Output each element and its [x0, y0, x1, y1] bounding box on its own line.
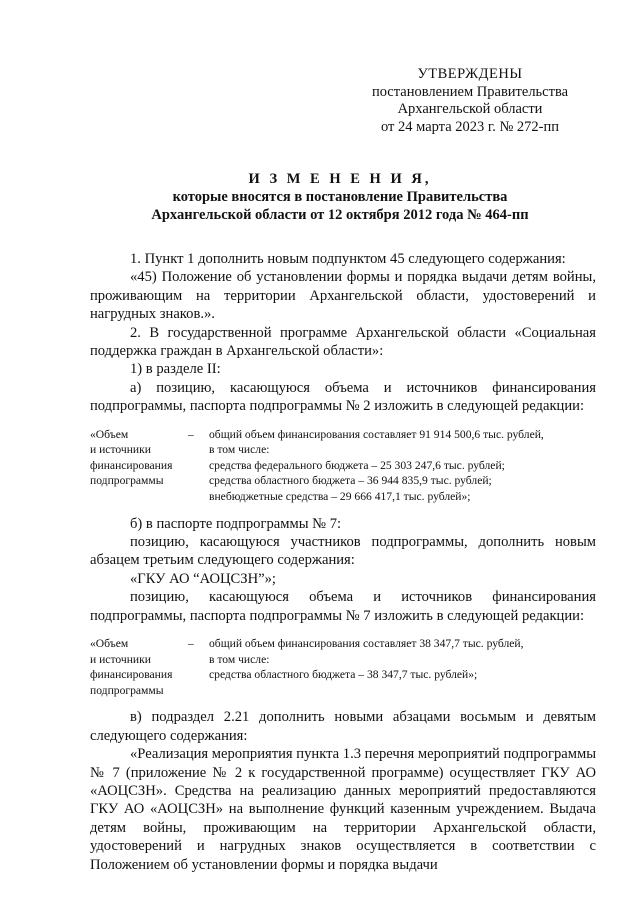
value-line: в том числе:	[209, 652, 270, 666]
title-subtitle: Архангельской области от 12 октября 2012 года № 464-пп	[151, 207, 529, 223]
financing-values	[209, 427, 596, 505]
title-subtitle: которые вносятся в постановление Правительства	[172, 189, 508, 205]
financing-values	[209, 636, 596, 698]
paragraph: б) в паспорте подпрограммы № 7:	[130, 515, 342, 532]
document-body	[90, 250, 596, 874]
label-line: финансирования	[90, 668, 173, 682]
document-title	[90, 170, 590, 224]
financing-table-subprogram-7	[90, 636, 596, 698]
label-line: финансирования	[90, 458, 173, 472]
financing-table-subprogram-2	[90, 427, 596, 505]
value-line: средства областного бюджета – 36 944 835,9 тыс. рублей;	[209, 474, 492, 488]
paragraph: в) подраздел 2.21 дополнить новыми абзацами восьмым и девятым следующего содержания:	[90, 709, 596, 744]
value-line: средства областного бюджета – 38 347,7 тыс. рублей»;	[209, 668, 478, 682]
title-main: И З М Е Н Е Н И Я,	[248, 171, 432, 187]
financing-label	[90, 427, 188, 505]
paragraph: позицию, касающуюся участников подпрограммы, дополнить новым абзацем третьим следующего содержания:	[90, 534, 596, 569]
value-line: в том числе:	[209, 443, 270, 457]
paragraph: 1) в разделе II:	[130, 361, 221, 378]
approval-date: от 24 марта 2023 г. № 272-пп	[380, 118, 560, 135]
label-line: подпрограммы	[90, 474, 164, 488]
label-line: «Объем	[90, 637, 129, 651]
approval-block	[355, 66, 585, 136]
dash-separator: –	[188, 427, 194, 441]
dash-separator: –	[188, 637, 194, 651]
label-line: и источники	[90, 443, 151, 457]
approval-heading: УТВЕРЖДЕНЫ	[417, 66, 523, 82]
paragraph: 2. В государственной программе Архангельской области «Социальная поддержка граждан в Архангельской области»:	[90, 324, 596, 360]
value-line: внебюджетные средства – 29 666 417,1 тыс. рублей»;	[209, 490, 471, 504]
label-line: «Объем	[90, 427, 129, 441]
value-line: общий объем финансирования составляет 91 914 500,6 тыс. рублей,	[209, 427, 544, 441]
paragraph: позицию, касающуюся объема и источников финансирования подпрограммы, паспорта подпрограммы № 7 изложить в следующей редакции:	[90, 589, 596, 624]
value-line: общий объем финансирования составляет 38 347,7 тыс. рублей,	[209, 637, 524, 651]
label-line: подпрограммы	[90, 683, 164, 697]
label-line: и источники	[90, 652, 151, 666]
approval-line: Архангельской области	[397, 101, 543, 117]
financing-label	[90, 636, 188, 698]
paragraph: а) позицию, касающуюся объема и источников финансирования подпрограммы, паспорта подпрограммы № 2 изложить в следующей редакции:	[90, 379, 596, 415]
paragraph: «ГКУ АО “АОЦСЗН”»;	[130, 570, 276, 587]
paragraph: 1. Пункт 1 дополнить новым подпунктом 45 следующего содержания:	[130, 251, 566, 267]
approval-line: постановлением Правительства	[371, 83, 569, 100]
value-line: средства федерального бюджета – 25 303 247,6 тыс. рублей;	[209, 458, 505, 472]
paragraph: «Реализация мероприятия пункта 1.3 перечня мероприятий подпрограммы № 7 (приложение № 2 к государственной программе) осуществляет ГКУ АО «АОЦСЗН». Средства на реализацию данных мероприятий предоставляются ГКУ АО «АОЦСЗН» на выполнение функций казенным учреждением. Выдача детям войны, проживающим на территории Архангельской области, удостоверений и нагрудных знаков осуществляется в соответствии с Положением об установлении формы и порядка выдачи	[90, 746, 597, 873]
paragraph: «45) Положение об установлении формы и порядка выдачи детям войны, проживающим на территории Архангельской области, удостоверений и нагрудных знаков.».	[90, 269, 596, 323]
